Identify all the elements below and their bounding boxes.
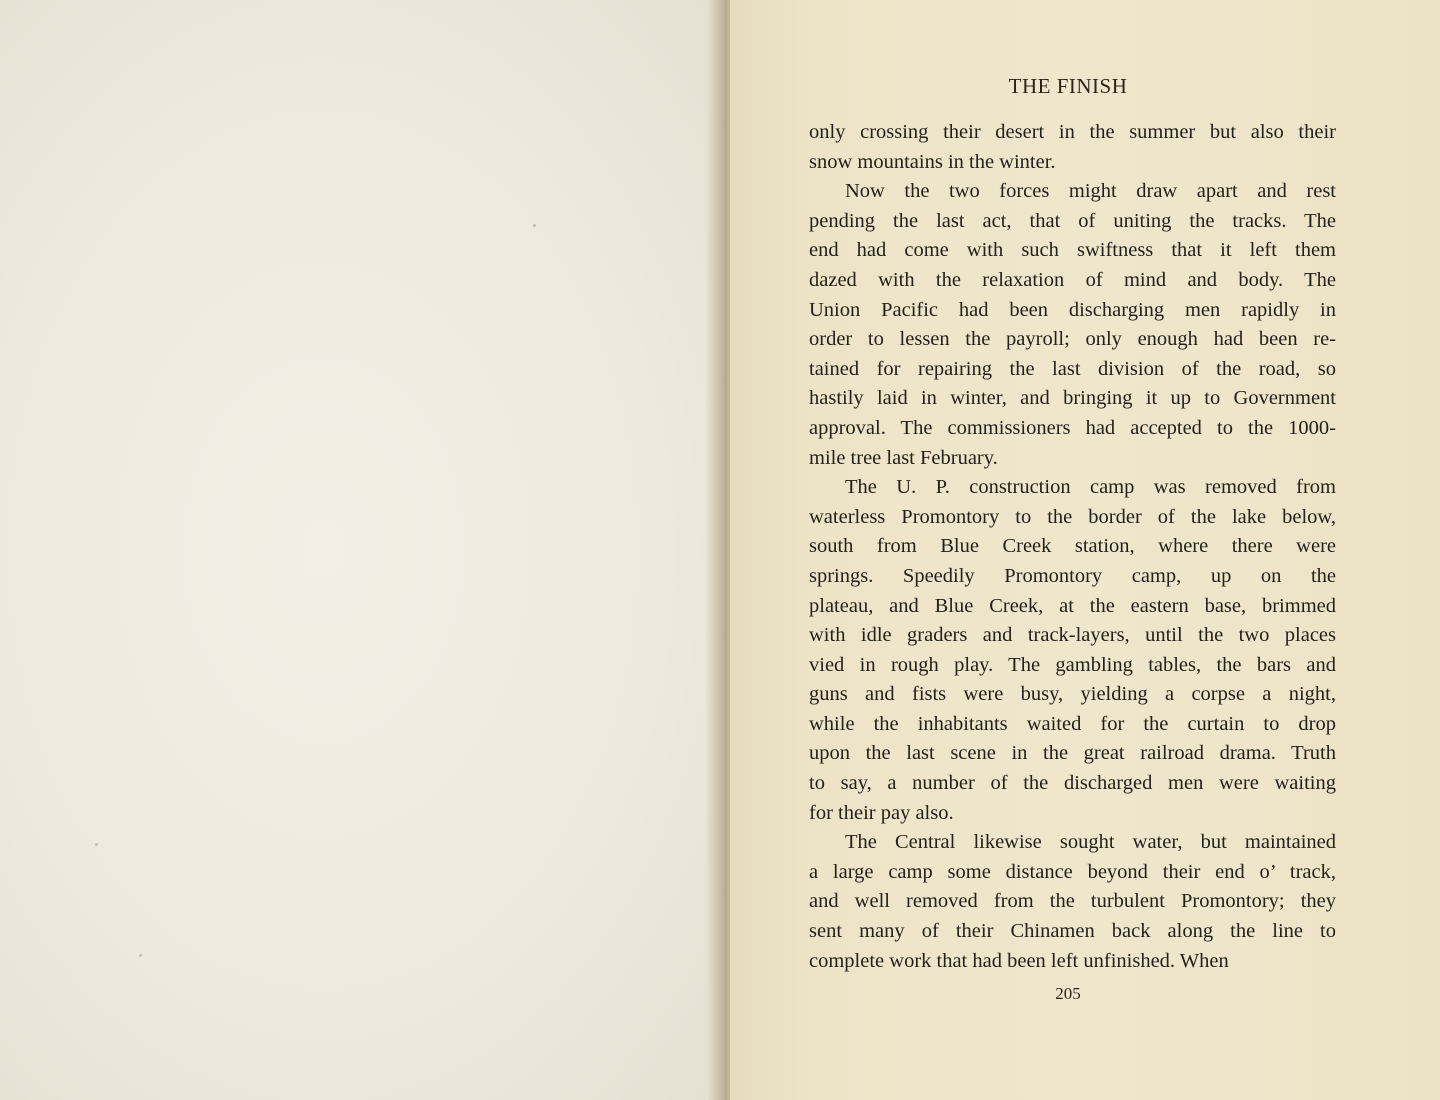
- paragraph: [809, 473, 1336, 828]
- text-line: with idle graders and track-layers, until the two places: [809, 624, 1336, 647]
- blank-left-page: [0, 0, 718, 1100]
- paragraph: [809, 177, 1336, 473]
- text-line: a large camp some distance beyond their end o’ track,: [809, 860, 1336, 883]
- text-line: The Central likewise sought water, but maintained: [845, 831, 1336, 854]
- text-line: sent many of their Chinamen back along the line to: [809, 920, 1336, 943]
- text-line: upon the last scene in the great railroad drama. Truth: [809, 742, 1336, 765]
- text-line: vied in rough play. The gambling tables, the bars and: [809, 653, 1336, 676]
- text-line: The U. P. construction camp was removed from: [845, 476, 1336, 499]
- text-line: for their pay also.: [809, 801, 954, 824]
- paper-speck: [139, 954, 142, 957]
- text-line: to say, a number of the discharged men were waiting: [809, 772, 1336, 795]
- text-line: waterless Promontory to the border of the lake below,: [809, 505, 1336, 528]
- text-line: order to lessen the payroll; only enough had been re-: [809, 328, 1336, 351]
- paragraph: [809, 118, 1336, 177]
- text-line: hastily laid in winter, and bringing it up to Government: [809, 387, 1336, 410]
- paragraph: [809, 828, 1336, 976]
- text-line: only crossing their desert in the summer but also their: [809, 121, 1336, 143]
- text-line: plateau, and Blue Creek, at the eastern base, brimmed: [809, 594, 1336, 617]
- paper-speck: [533, 224, 536, 227]
- body-text: [809, 118, 1336, 976]
- text-line: end had come with such swiftness that it left them: [809, 239, 1336, 262]
- text-line: guns and fists were busy, yielding a corpse a night,: [809, 683, 1336, 706]
- text-line: south from Blue Creek station, where there were: [809, 535, 1336, 558]
- text-line: while the inhabitants waited for the curtain to drop: [809, 712, 1336, 735]
- text-line: and well removed from the turbulent Promontory; they: [809, 890, 1336, 913]
- running-head: THE FINISH: [1008, 74, 1128, 98]
- text-line: complete work that had been left unfinished. When: [809, 949, 1229, 972]
- text-line: pending the last act, that of uniting the tracks. The: [809, 209, 1336, 232]
- text-line: tained for repairing the last division of the road, so: [809, 357, 1336, 380]
- text-line: approval. The commissioners had accepted to the 1000-: [809, 416, 1336, 439]
- text-line: snow mountains in the winter.: [809, 150, 1056, 173]
- text-right-page: [730, 0, 1440, 1100]
- text-line: springs. Speedily Promontory camp, up on the: [809, 564, 1336, 587]
- text-line: Now the two forces might draw apart and rest: [845, 180, 1336, 203]
- page-number: 205: [1055, 984, 1081, 1003]
- text-line: dazed with the relaxation of mind and body. The: [809, 268, 1336, 291]
- text-line: Union Pacific had been discharging men rapidly in: [809, 298, 1336, 321]
- paper-speck: [95, 843, 98, 846]
- text-line: mile tree last February.: [809, 446, 998, 469]
